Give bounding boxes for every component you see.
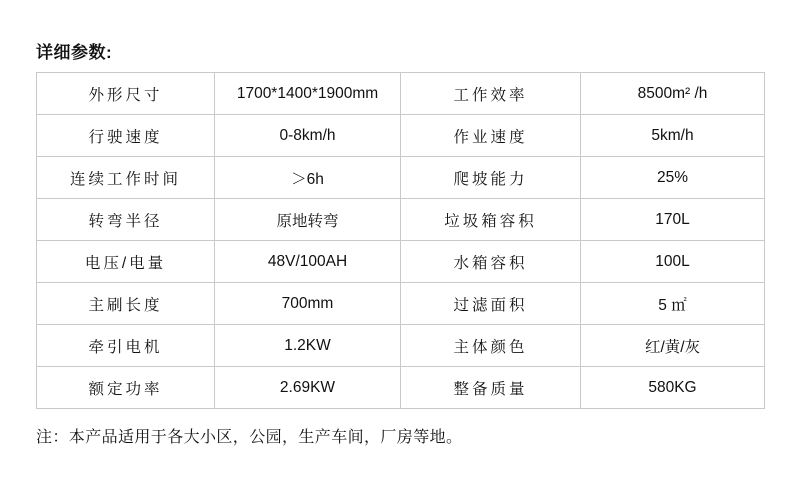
specifications-table bbox=[36, 72, 765, 409]
spec-value: 2.69KW bbox=[215, 367, 401, 409]
spec-value: 红/黄/灰 bbox=[581, 325, 765, 367]
spec-label: 外形尺寸 bbox=[37, 73, 215, 115]
spec-value: 48V/100AH bbox=[215, 241, 401, 283]
footnote: 注：本产品适用于各大小区，公园，生产车间，厂房等地。 bbox=[36, 429, 463, 446]
table-row bbox=[37, 199, 765, 241]
spec-value: 5km/h bbox=[581, 115, 765, 157]
spec-value: 100L bbox=[581, 241, 765, 283]
spec-label: 工作效率 bbox=[401, 73, 581, 115]
table-row bbox=[37, 325, 765, 367]
spec-label: 作业速度 bbox=[401, 115, 581, 157]
spec-label: 连续工作时间 bbox=[37, 157, 215, 199]
table-row bbox=[37, 367, 765, 409]
spec-value: 1700*1400*1900mm bbox=[215, 73, 401, 115]
spec-label: 牵引电机 bbox=[37, 325, 215, 367]
spec-label: 爬坡能力 bbox=[401, 157, 581, 199]
spec-label: 主体颜色 bbox=[401, 325, 581, 367]
spec-value: 700mm bbox=[215, 283, 401, 325]
spec-value: 0-8km/h bbox=[215, 115, 401, 157]
spec-label: 转弯半径 bbox=[37, 199, 215, 241]
spec-value: 8500m² /h bbox=[581, 73, 765, 115]
spec-value: ＞6h bbox=[215, 157, 401, 199]
spec-value: 580KG bbox=[581, 367, 765, 409]
spec-value: 170L bbox=[581, 199, 765, 241]
spec-value: 5 ㎡ bbox=[581, 283, 765, 325]
spec-label: 电压/电量 bbox=[37, 241, 215, 283]
spec-label: 额定功率 bbox=[37, 367, 215, 409]
page-title: 详细参数: bbox=[36, 43, 113, 62]
spec-label: 垃圾箱容积 bbox=[401, 199, 581, 241]
spec-label: 过滤面积 bbox=[401, 283, 581, 325]
table-row bbox=[37, 157, 765, 199]
spec-label: 行驶速度 bbox=[37, 115, 215, 157]
spec-value: 1.2KW bbox=[215, 325, 401, 367]
spec-value: 原地转弯 bbox=[215, 199, 401, 241]
table-row bbox=[37, 241, 765, 283]
spec-label: 主刷长度 bbox=[37, 283, 215, 325]
spec-value: 25% bbox=[581, 157, 765, 199]
table-row bbox=[37, 73, 765, 115]
spec-label: 水箱容积 bbox=[401, 241, 581, 283]
table-row bbox=[37, 283, 765, 325]
table-body bbox=[37, 73, 765, 409]
table-row bbox=[37, 115, 765, 157]
spec-label: 整备质量 bbox=[401, 367, 581, 409]
